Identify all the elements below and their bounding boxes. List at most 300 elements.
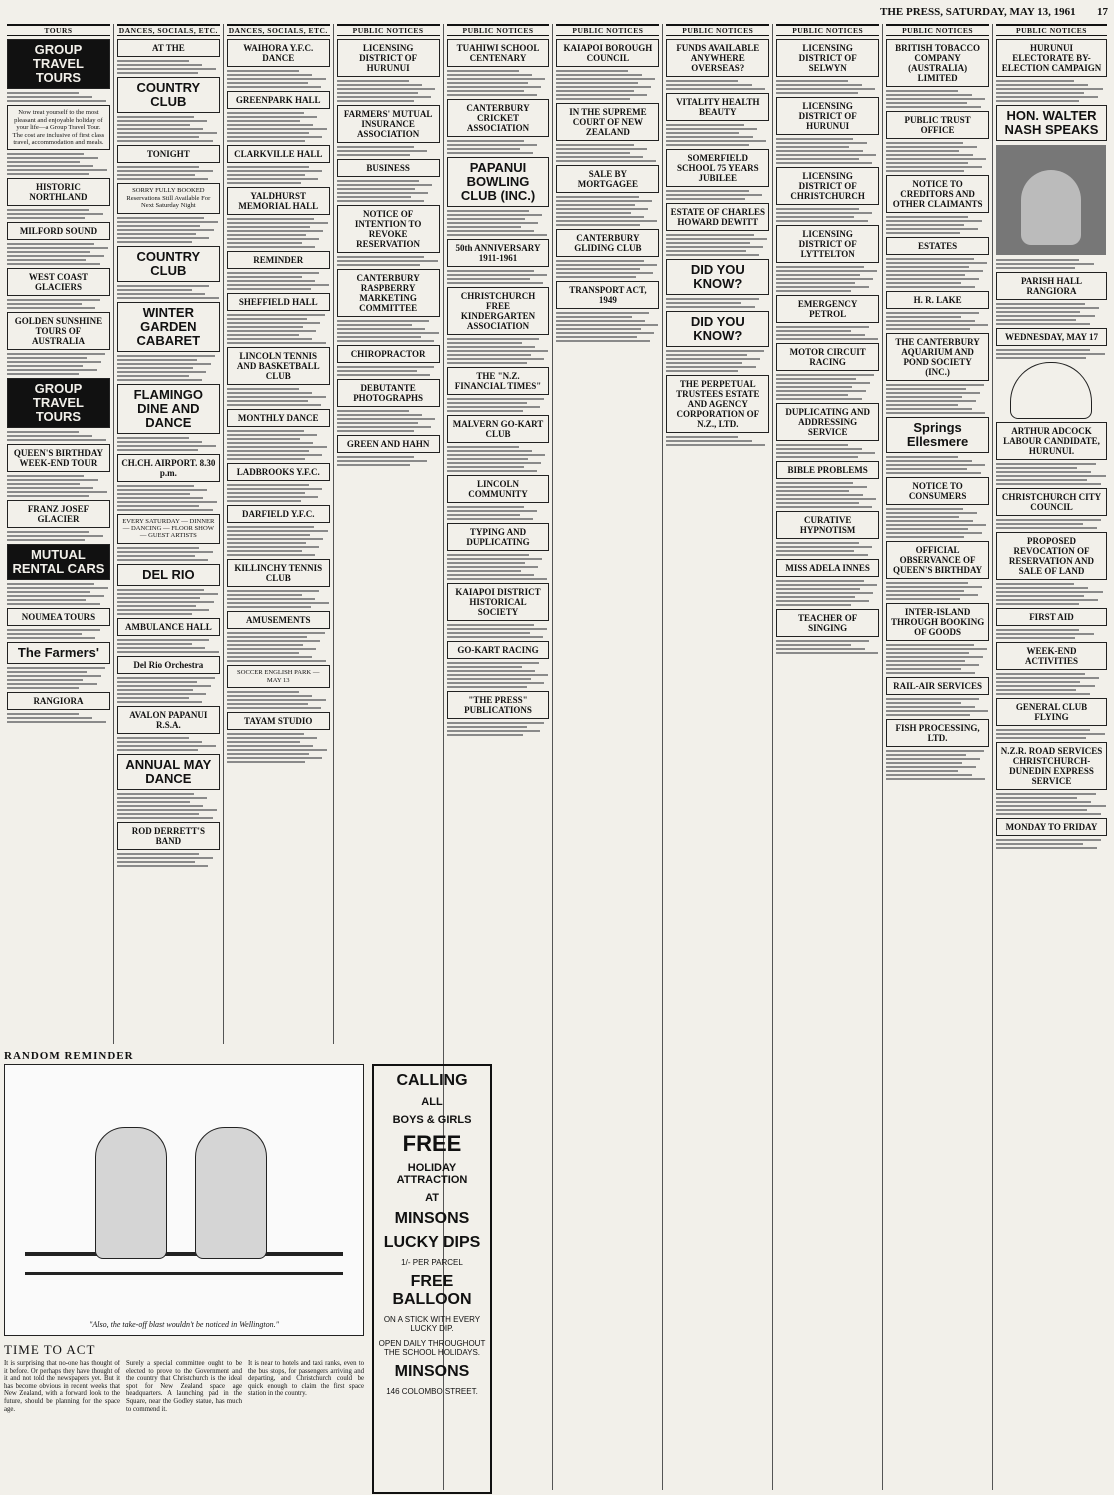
news-column <box>883 24 993 1490</box>
column-heading: PUBLIC NOTICES <box>996 24 1107 36</box>
advertisement-box <box>7 444 110 472</box>
advertisement-box <box>117 384 220 434</box>
essay-paragraph: It is surprising that no-one has thought of it before. Or perhaps they have thought of it and not told the newspapers yet. But it has become obvious in recent weeks that New Zealand, with a forward look to the future, should be planning for the space age. <box>4 1360 120 1413</box>
advertisement-box <box>227 347 330 385</box>
advertisement-box <box>886 237 989 255</box>
essay-paragraph: Surely a special committee ought to be elected to prove to the Government and the country that Christchurch is the ideal spot for New Zealand space age headquarters. A launching pad in the Square, near the Godley statue, has much to commend it. <box>126 1360 242 1413</box>
ad-line: 146 COLOMBO STREET. <box>386 1387 478 1396</box>
advertisement-text: PUBLIC TRUST OFFICE <box>904 115 971 136</box>
advertisement-text: REMINDER <box>253 255 304 266</box>
advertisement-box <box>447 583 550 621</box>
small-print-illustration <box>996 519 1107 529</box>
small-print-illustration <box>447 722 550 736</box>
small-print-illustration <box>227 314 330 344</box>
minsons-advertisement <box>372 1064 492 1494</box>
advertisement-text: ANNUAL MAY DANCE <box>125 756 212 786</box>
portrait-photo <box>996 145 1106 255</box>
advertisement-box <box>117 183 220 213</box>
column-heading: PUBLIC NOTICES <box>886 24 989 36</box>
advertisement-text: RANGIORA <box>33 696 84 707</box>
advertisement-box <box>337 159 440 177</box>
advertisement-text: AMBULANCE HALL <box>124 621 212 632</box>
advertisement-text: NOUMEA TOURS <box>21 612 96 623</box>
advertisement-text: GREEN AND HAHN <box>346 439 430 450</box>
advertisement-text: KAIAPOI DISTRICT HISTORICAL SOCIETY <box>455 587 541 618</box>
seated-man-illustration <box>195 1127 267 1259</box>
advertisement-text: WEDNESDAY, MAY 17 <box>1005 332 1098 343</box>
column-heading: PUBLIC NOTICES <box>447 24 550 36</box>
small-print-illustration <box>776 482 879 508</box>
small-print-illustration <box>556 260 659 278</box>
small-print-illustration <box>776 444 879 458</box>
column-heading: PUBLIC NOTICES <box>776 24 879 36</box>
small-print-illustration <box>7 209 110 219</box>
advertisement-box <box>886 111 989 139</box>
advertisement-text: LADBROOKS Y.F.C. <box>236 467 320 478</box>
advertisement-box <box>117 754 220 790</box>
cartoon-illustration <box>4 1064 364 1336</box>
advertisement-text: ESTATES <box>917 241 958 252</box>
advertisement-text: MONDAY TO FRIDAY <box>1005 822 1098 833</box>
small-print-illustration <box>7 629 110 639</box>
advertisement-box <box>117 454 220 482</box>
advertisement-text: N.Z.R. ROAD SERVICES CHRISTCHURCH-DUNEDIN EXPRESS SERVICE <box>1000 746 1103 787</box>
small-print-illustration <box>117 355 220 381</box>
advertisement-box <box>117 564 220 586</box>
advertisement-text: CANTERBURY RASPBERRY MARKETING COMMITTEE <box>356 273 420 314</box>
advertisement-text: AMUSEMENTS <box>245 615 311 626</box>
small-print-illustration <box>666 436 769 446</box>
advertisement-box <box>776 343 879 371</box>
small-print-illustration <box>886 312 989 330</box>
small-print-illustration <box>886 90 989 108</box>
small-print-illustration <box>666 124 769 146</box>
advertisement-text: PAPANUI BOWLING CLUB (INC.) <box>460 160 536 204</box>
advertisement-box <box>227 665 330 688</box>
advertisement-box <box>666 375 769 433</box>
news-column <box>663 24 773 1490</box>
advertisement-box <box>666 203 769 231</box>
ad-line: ON A STICK WITH EVERY LUCKY DIP. <box>383 1315 481 1333</box>
small-print-illustration <box>337 366 440 376</box>
advertisement-text: LICENSING DISTRICT OF CHRISTCHURCH <box>790 171 865 202</box>
advertisement-text: AVALON PAPANUI R.S.A. <box>129 709 208 730</box>
advertisement-text: GREENPARK HALL <box>235 95 321 106</box>
advertisement-box <box>556 103 659 141</box>
small-print-illustration <box>447 70 550 96</box>
small-print-illustration <box>337 80 440 102</box>
advertisement-box <box>996 532 1107 580</box>
advertisement-text: EVERY SATURDAY — DINNER — DANCING — FLOOR SHOW — GUEST ARTISTS <box>122 517 215 540</box>
advertisement-box <box>996 488 1107 516</box>
advertisement-box <box>776 167 879 205</box>
small-print-illustration <box>886 258 989 288</box>
advertisement-text: SHEFFIELD HALL <box>238 297 318 308</box>
ad-line: MINSONS <box>394 1210 470 1227</box>
advertisement-box <box>7 178 110 206</box>
advertisement-box <box>886 39 989 87</box>
advertisement-box <box>337 269 440 317</box>
advertisement-text: TONIGHT <box>146 149 190 160</box>
advertisement-box <box>886 677 989 695</box>
advertisement-text: CHRISTCHURCH FREE KINDERGARTEN ASSOCIATION <box>460 291 536 332</box>
advertisement-text: WEST COAST GLACIERS <box>28 272 88 293</box>
advertisement-box <box>117 302 220 352</box>
small-print-illustration <box>447 624 550 638</box>
advertisement-box <box>227 145 330 163</box>
small-print-illustration <box>996 729 1107 739</box>
advertisement-text: QUEEN'S BIRTHDAY WEEK-END TOUR <box>13 448 104 469</box>
small-print-illustration <box>447 140 550 154</box>
small-print-illustration <box>7 92 110 102</box>
small-print-illustration <box>227 218 330 248</box>
advertisement-text: BUSINESS <box>366 163 410 174</box>
small-print-illustration <box>447 662 550 688</box>
advertisement-box <box>776 511 879 539</box>
small-print-illustration <box>117 853 220 867</box>
small-print-illustration <box>227 590 330 608</box>
small-print-illustration <box>117 547 220 561</box>
advertisement-box <box>7 378 110 428</box>
small-print-illustration <box>227 272 330 290</box>
small-print-illustration <box>227 484 330 502</box>
small-print-illustration <box>996 839 1107 849</box>
advertisement-text: ARTHUR ADCOCK LABOUR CANDIDATE, HURUNUI. <box>1003 426 1100 457</box>
advertisement-text: LICENSING DISTRICT OF SELWYN <box>798 43 857 74</box>
advertisement-text: FARMERS' MUTUAL INSURANCE ASSOCIATION <box>343 109 433 140</box>
advertisement-box <box>556 229 659 257</box>
small-print-illustration <box>117 437 220 451</box>
advertisement-text: Springs Ellesmere <box>906 420 969 450</box>
small-print-illustration <box>227 632 330 662</box>
advertisement-box <box>666 93 769 121</box>
advertisement-text: CHRISTCHURCH CITY COUNCIL <box>1001 492 1102 513</box>
advertisement-box <box>337 105 440 143</box>
advertisement-box <box>666 39 769 77</box>
advertisement-text: H. R. LAKE <box>913 295 962 306</box>
advertisement-box <box>886 291 989 309</box>
advertisement-text: KILLINCHY TENNIS CLUB <box>234 563 323 584</box>
small-print-illustration <box>117 166 220 180</box>
masthead-title: THE PRESS, SATURDAY, MAY 13, 1961 <box>880 6 1076 18</box>
advertisement-text: PROPOSED REVOCATION OF RESERVATION AND SALE OF LAND <box>1008 536 1095 577</box>
small-print-illustration <box>996 583 1107 605</box>
advertisement-box <box>666 259 769 295</box>
advertisement-box <box>776 97 879 135</box>
advertisement-text: LINCOLN TENNIS AND BASKETBALL CLUB <box>236 351 320 382</box>
small-print-illustration <box>117 793 220 819</box>
advertisement-box <box>227 251 330 269</box>
advertisement-box <box>996 422 1107 460</box>
advertisement-box <box>227 39 330 67</box>
advertisement-box <box>7 105 110 150</box>
advertisement-text: DARFIELD Y.F.C. <box>241 509 315 520</box>
advertisement-box <box>227 712 330 730</box>
small-print-illustration <box>447 270 550 284</box>
column-heading: PUBLIC NOTICES <box>556 24 659 36</box>
ad-line: ALL <box>421 1096 443 1108</box>
advertisement-box <box>996 742 1107 790</box>
small-print-illustration <box>7 243 110 265</box>
advertisement-box <box>227 463 330 481</box>
ad-line: CALLING <box>396 1072 468 1089</box>
advertisement-text: HON. WALTER NASH SPEAKS <box>1004 108 1099 138</box>
small-print-illustration <box>117 639 220 653</box>
ad-line: BOYS & GIRLS <box>392 1114 472 1126</box>
advertisement-text: DEL RIO <box>142 566 195 582</box>
advertisement-box <box>776 609 879 637</box>
advertisement-box <box>7 268 110 296</box>
small-print-illustration <box>556 196 659 226</box>
small-print-illustration <box>447 210 550 236</box>
advertisement-box <box>117 145 220 163</box>
advertisement-text: TYPING AND DUPLICATING <box>466 527 530 548</box>
small-print-illustration <box>227 430 330 460</box>
small-print-illustration <box>117 677 220 703</box>
advertisement-text: HISTORIC NORTHLAND <box>29 182 88 203</box>
small-print-illustration <box>996 259 1107 269</box>
small-print-illustration <box>886 142 989 172</box>
advertisement-text: Del Rio Orchestra <box>133 659 204 670</box>
advertisement-box <box>337 379 440 407</box>
news-column <box>224 24 334 1044</box>
advertisement-text: EMERGENCY PETROL <box>797 299 858 320</box>
advertisement-box <box>7 608 110 626</box>
column-heading: PUBLIC NOTICES <box>337 24 440 36</box>
small-print-illustration <box>776 326 879 340</box>
advertisement-box <box>227 505 330 523</box>
bench-illustration <box>25 1252 343 1275</box>
advertisement-text: DEBUTANTE PHOTOGRAPHS <box>353 383 424 404</box>
advertisement-text: ESTATE OF CHARLES HOWARD DEWITT <box>670 207 765 228</box>
advertisement-box <box>117 618 220 636</box>
advertisement-box <box>337 435 440 453</box>
small-print-illustration <box>117 737 220 751</box>
small-print-illustration <box>886 698 989 716</box>
small-print-illustration <box>337 256 440 266</box>
small-print-illustration <box>996 349 1107 359</box>
column-heading: PUBLIC NOTICES <box>666 24 769 36</box>
advertisement-text: GROUP TRAVEL TOURS <box>32 42 84 86</box>
advertisement-box <box>776 461 879 479</box>
advertisement-box <box>117 246 220 282</box>
small-print-illustration <box>556 70 659 100</box>
advertisement-box <box>227 611 330 629</box>
small-print-illustration <box>227 733 330 763</box>
news-column <box>773 24 883 1490</box>
advertisement-box <box>7 222 110 240</box>
page-number: 17 <box>1097 6 1108 18</box>
advertisement-box <box>666 311 769 347</box>
advertisement-text: GROUP TRAVEL TOURS <box>32 381 84 425</box>
advertisement-box <box>337 205 440 253</box>
advertisement-box <box>447 523 550 551</box>
small-print-illustration <box>227 691 330 709</box>
advertisement-box <box>447 415 550 443</box>
advertisement-text: TAYAM STUDIO <box>244 716 313 727</box>
small-print-illustration <box>227 112 330 142</box>
advertisement-text: LINCOLN COMMUNITY <box>468 479 528 500</box>
small-print-illustration <box>7 353 110 375</box>
advertisement-box <box>447 475 550 503</box>
advertisement-box <box>117 822 220 850</box>
advertisement-text: Now treat yourself to the most pleasant and enjoyable holiday of your life—a Group Travel Tour. The cost are inclusive of first class travel, accommodation and meals. <box>12 109 105 147</box>
advertisement-text: WEEK-END ACTIVITIES <box>1024 646 1078 667</box>
small-print-illustration <box>227 388 330 406</box>
advertisement-box <box>117 706 220 734</box>
advertisement-box <box>227 91 330 109</box>
advertisement-box <box>886 719 989 747</box>
small-print-illustration <box>117 217 220 243</box>
advertisement-text: CANTERBURY GLIDING CLUB <box>574 233 642 254</box>
small-print-illustration <box>117 285 220 299</box>
small-print-illustration <box>117 485 220 511</box>
news-column <box>114 24 224 1044</box>
advertisement-box <box>996 608 1107 626</box>
advertisement-box <box>447 157 550 207</box>
advertisement-box <box>996 272 1107 300</box>
advertisement-text: BIBLE PROBLEMS <box>787 465 868 476</box>
advertisement-text: NOTICE OF INTENTION TO REVOKE RESERVATION <box>354 209 422 250</box>
advertisement-box <box>447 287 550 335</box>
advertisement-box <box>227 187 330 215</box>
advertisement-box <box>7 500 110 528</box>
ad-line: HOLIDAY ATTRACTION <box>396 1162 468 1186</box>
small-print-illustration <box>666 190 769 200</box>
advertisement-box <box>776 39 879 77</box>
advertisement-box <box>886 477 989 505</box>
news-column <box>553 24 663 1490</box>
advertisement-box <box>886 541 989 579</box>
small-print-illustration <box>996 80 1107 102</box>
advertisement-box <box>447 641 550 659</box>
advertisement-text: THE PERPETUAL TRUSTEES ESTATE AND AGENCY CORPORATION OF N.Z., LTD. <box>676 379 760 430</box>
cartoon-caption: "Also, the take-off blast wouldn't be noticed in Wellington." <box>89 1320 279 1329</box>
column-heading: TOURS <box>7 24 110 36</box>
news-column <box>4 24 114 1044</box>
small-print-illustration <box>7 299 110 309</box>
small-print-illustration <box>886 384 989 414</box>
small-print-illustration <box>7 667 110 689</box>
advertisement-box <box>776 403 879 441</box>
advertisement-text: MILFORD SOUND <box>19 226 98 237</box>
advertisement-text: MONTHLY DANCE <box>237 413 319 424</box>
advertisement-box <box>666 149 769 187</box>
advertisement-box <box>776 295 879 323</box>
advertisement-text: FRANZ JOSEF GLACIER <box>27 504 90 525</box>
ad-line: FREE BALLOON <box>392 1273 472 1308</box>
advertisement-box <box>117 39 220 57</box>
advertisement-text: WAIHORA Y.F.C. DANCE <box>243 43 314 64</box>
small-print-illustration <box>886 508 989 538</box>
advertisement-text: YALDHURST MEMORIAL HALL <box>238 191 319 212</box>
small-print-illustration <box>776 80 879 94</box>
advertisement-text: KAIAPOI BOROUGH COUNCIL <box>563 43 653 64</box>
advertisement-box <box>886 417 989 453</box>
advertisement-text: CANTERBURY CRICKET ASSOCIATION <box>466 103 530 134</box>
advertisement-text: WINTER GARDEN CABARET <box>136 304 201 348</box>
advertisement-box <box>447 691 550 719</box>
small-print-illustration <box>996 673 1107 695</box>
advertisement-box <box>996 328 1107 346</box>
small-print-illustration <box>996 463 1107 485</box>
essay-text <box>4 1360 366 1490</box>
advertisement-box <box>776 225 879 263</box>
small-print-illustration <box>7 531 110 541</box>
small-print-illustration <box>666 298 769 308</box>
seated-man-illustration <box>95 1127 167 1259</box>
ad-line: OPEN DAILY THROUGHOUT THE SCHOOL HOLIDAYS. <box>378 1339 486 1357</box>
advertisement-text: CH.CH. AIRPORT. 8.30 p.m. <box>121 457 216 478</box>
advertisement-box <box>7 312 110 350</box>
small-print-illustration <box>117 60 220 74</box>
advertisement-text: CHIROPRACTOR <box>350 349 426 360</box>
advertisement-text: 50th ANNIVERSARY 1911-1961 <box>455 243 541 264</box>
small-print-illustration <box>7 583 110 605</box>
advertisement-box <box>886 333 989 381</box>
small-print-illustration <box>117 116 220 142</box>
advertisement-text: HURUNUI ELECTORATE BY-ELECTION CAMPAIGN <box>1001 43 1102 74</box>
small-print-illustration <box>776 542 879 556</box>
advertisement-box <box>886 175 989 213</box>
advertisement-box <box>227 293 330 311</box>
advertisement-text: COUNTRY CLUB <box>136 248 201 278</box>
advertisement-box <box>337 345 440 363</box>
small-print-illustration <box>886 582 989 600</box>
small-print-illustration <box>447 338 550 364</box>
advertisement-text: RAIL-AIR SERVICES <box>893 681 983 692</box>
advertisement-text: THE "N.Z. FINANCIAL TIMES" <box>454 371 542 392</box>
advertisement-box <box>996 818 1107 836</box>
advertisement-text: VITALITY HEALTH BEAUTY <box>676 97 760 118</box>
small-print-illustration <box>776 640 879 654</box>
small-print-illustration <box>666 80 769 90</box>
advertisement-text: CURATIVE HYPNOTISM <box>799 515 856 536</box>
advertisement-text: LICENSING DISTRICT OF HURUNUI <box>359 43 418 74</box>
ad-line: LUCKY DIPS <box>383 1234 481 1251</box>
small-print-illustration <box>996 303 1107 325</box>
advertisement-box <box>776 559 879 577</box>
advertisement-box <box>7 692 110 710</box>
small-print-illustration <box>776 266 879 292</box>
advertisement-text: MISS ADELA INNES <box>785 563 870 574</box>
small-print-illustration <box>996 793 1107 815</box>
column-heading: DANCES, SOCIALS, ETC. <box>118 26 218 35</box>
advertisement-box <box>996 105 1107 141</box>
advertisement-box <box>556 281 659 309</box>
advertisement-box <box>556 165 659 193</box>
advertisement-text: DID YOU KNOW? <box>690 262 745 292</box>
advertisement-box <box>996 698 1107 726</box>
small-print-illustration <box>886 644 989 674</box>
advertisement-text: FUNDS AVAILABLE ANYWHERE OVERSEAS? <box>676 43 760 74</box>
advertisement-box <box>227 409 330 427</box>
advertisement-text: TEACHER OF SINGING <box>798 613 858 634</box>
advertisement-box <box>117 77 220 113</box>
advertisement-text: LICENSING DISTRICT OF LYTTELTON <box>798 229 857 260</box>
advertisement-text: AT THE <box>151 43 185 54</box>
ad-line: MINSONS <box>394 1363 470 1380</box>
advertisement-text: FLAMINGO DINE AND DANCE <box>133 386 203 430</box>
essay-paragraph: It is near to hotels and taxi ranks, even to the bus stops, for passengers arriving and departing, and Christchurch could be quick enough to claim the first space station in the country. <box>248 1360 364 1398</box>
advertisement-text: GO-KART RACING <box>457 645 539 656</box>
ad-line: AT <box>425 1192 439 1204</box>
face-illustration <box>1021 170 1081 245</box>
advertisement-text: MALVERN GO-KART CLUB <box>452 419 544 440</box>
small-print-illustration <box>227 70 330 88</box>
small-print-illustration <box>886 456 989 474</box>
small-print-illustration <box>337 320 440 342</box>
